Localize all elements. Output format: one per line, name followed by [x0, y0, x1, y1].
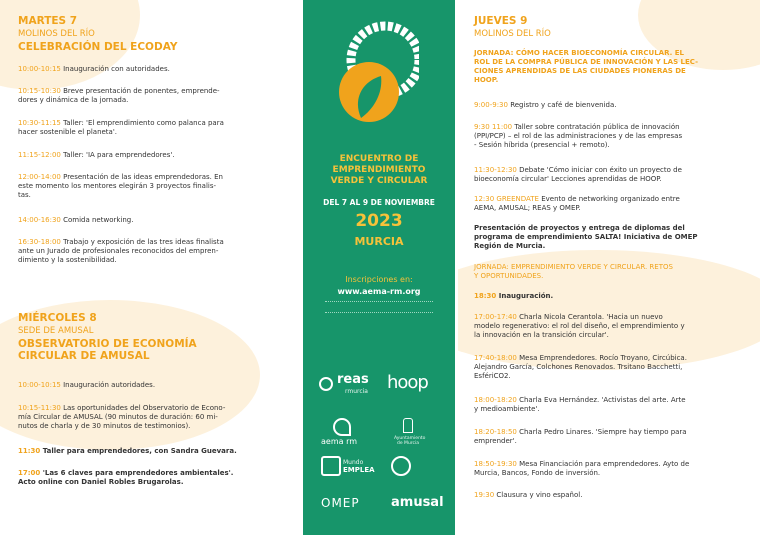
mundo-logo: Mundo: [343, 459, 364, 466]
event-dates: DEL 7 AL 9 DE NOVIEMBRE: [323, 198, 435, 207]
partner-logo-icon: [391, 456, 411, 476]
schedule-item: 17:40-18:00 Mesa Emprendedores. Rocío Troyano, Circúbica. Alejandro García, Colchones Renovados. Trsitano Bacchetti, EsfériCO2.: [474, 354, 687, 380]
schedule-item: 10:00-10:15 Inauguración con autoridades.: [18, 65, 170, 73]
left-panel: [0, 0, 300, 535]
fine-print: [325, 301, 433, 313]
event-title: OBSERVATORIO DE ECONOMÍA: [18, 338, 197, 350]
schedule-item: 11:15-12:00 Taller: 'IA para emprendedores'.: [18, 151, 175, 159]
crest-icon: [403, 418, 413, 433]
schedule-item: 9:30 11:00 Taller sobre contratación pública de innovación (PPI/PCP) – el rol de las administraciones y de las empresas - Sesión híbrida (presencial + remoto).: [474, 123, 683, 149]
center-panel: [303, 0, 455, 535]
schedule-item: 12:00-14:00 Presentación de las ideas emprendedoras. En este momento los mentores elegirán 3 proyectos finalis- tas.: [18, 173, 223, 199]
aema-logo-icon: [333, 418, 351, 436]
schedule-item: 17:00-17:40 Charla Nicola Cerantola. 'Hacia un nuevo modelo regenerativo: el rol del diseño, el emprendimiento y la innovación en la transición circular'.: [474, 313, 685, 339]
hoop-logo: hoop: [387, 372, 428, 393]
schedule-item: 10:30-11:15 Taller: 'El emprendimiento como palanca para hacer sostenible el planeta'.: [18, 119, 224, 136]
event-title-line: ENCUENTRO DE: [339, 154, 419, 164]
registration-label: Inscripciones en:: [345, 275, 413, 284]
schedule-item: 17:00 'Las 6 claves para emprendedores ambientales'. Acto online con Daniel Robles Brugarolas.: [18, 469, 234, 486]
schedule-item: 18:30 Inauguración.: [474, 292, 554, 300]
ayuntamiento-logo-sub: de Murcia: [397, 441, 420, 446]
ayuntamiento-logo: Ayuntamiento: [394, 436, 426, 441]
schedule-item: 18:50-19:30 Mesa Financiación para emprendedores. Ayto de Murcia, Bancos, Fondo de inversión.: [474, 460, 690, 477]
reas-logo: reas: [337, 372, 369, 387]
venue-label: SEDE DE AMUSAL: [18, 326, 94, 336]
event-logo-icon: [339, 20, 419, 130]
reas-logo-icon: [319, 377, 333, 391]
schedule-item: 9:00-9:30 Registro y café de bienvenida.: [474, 101, 617, 109]
event-city: MURCIA: [354, 235, 404, 248]
schedule-item: 16:30-18:00 Trabajo y exposición de las tres ideas finalista ante un Jurado de profesionales reconocidos del empren- dimiento y la sostenibilidad.: [18, 238, 224, 264]
omep-logo: OMEP: [321, 496, 360, 510]
schedule-item: 11:30-12:30 Debate 'Cómo iniciar con éxito un proyecto de bioeconomía circular' Lecciones aprendidas de HOOP.: [474, 166, 682, 183]
schedule-item: Presentación de proyectos y entrega de diplomas del programa de emprendimiento SALTA! Iniciativa de OMEP Región de Murcia.: [474, 224, 698, 250]
amusal-logo: amusal: [391, 495, 444, 510]
event-title: CIRCULAR DE AMUSAL: [18, 350, 150, 362]
venue-label: MOLINOS DEL RÍO: [474, 29, 551, 39]
session-heading: JORNADA: EMPRENDIMIENTO VERDE Y CIRCULAR. RETOS Y OPORTUNIDADES.: [474, 263, 673, 280]
schedule-item: 10:15-11:30 Las oportunidades del Observatorio de Econo- mía Circular de AMUSAL (90 minutos de duración: 60 mi- nutos de charla y de 30 minutos de testimonios).: [18, 404, 226, 430]
registration-link[interactable]: www.aema-rm.org: [337, 287, 421, 296]
event-title: CELEBRACIÓN DEL ECODAY: [18, 41, 178, 53]
day-heading-wednesday: MIÉRCOLES 8: [18, 312, 97, 324]
session-heading: JORNADA: CÓMO HACER BIOECONOMÍA CIRCULAR. EL ROL DE LA COMPRA PÚBLICA DE INNOVACIÓN Y LAS LEC- CIONES APRENDIDAS DE LAS CIUDADES PIONERAS DE HOOP.: [474, 49, 698, 84]
schedule-item: 18:00-18:20 Charla Eva Hernández. 'Activistas del arte. Arte y medioambiente'.: [474, 396, 686, 413]
schedule-item: 10:00-10:15 Inauguración autoridades.: [18, 381, 156, 389]
day-heading-thursday: JUEVES 9: [474, 15, 528, 27]
schedule-item: 18:20-18:50 Charla Pedro Linares. 'Siempre hay tiempo para emprender'.: [474, 428, 687, 445]
aema-logo: aema rm: [321, 437, 358, 446]
emplea-logo: EMPLEA: [343, 466, 375, 474]
day-heading-tuesday: MARTES 7: [18, 15, 78, 27]
schedule-item: 12:30 GREENDATE Evento de networking organizado entre AEMA, AMUSAL; REAS y OMEP.: [474, 195, 680, 212]
event-title-line: EMPRENDIMIENTO: [332, 165, 426, 175]
right-panel: [458, 0, 760, 535]
mundo-emplea-icon: [321, 456, 341, 476]
event-title-line: VERDE Y CIRCULAR: [330, 176, 428, 186]
schedule-item: 14:00-16:30 Comida networking.: [18, 216, 134, 224]
venue-label: MOLINOS DEL RÍO: [18, 29, 95, 39]
event-year: 2023: [355, 211, 403, 231]
reas-logo-sub: rmurcia: [345, 388, 368, 395]
schedule-item: 19:30 Clausura y vino español.: [474, 491, 583, 499]
schedule-item: 11:30 Taller para emprendedores, con Sandra Guevara.: [18, 447, 237, 455]
schedule-item: 10:15-10:30 Breve presentación de ponentes, emprende- dores y dinámica de la jornada.: [18, 87, 220, 104]
